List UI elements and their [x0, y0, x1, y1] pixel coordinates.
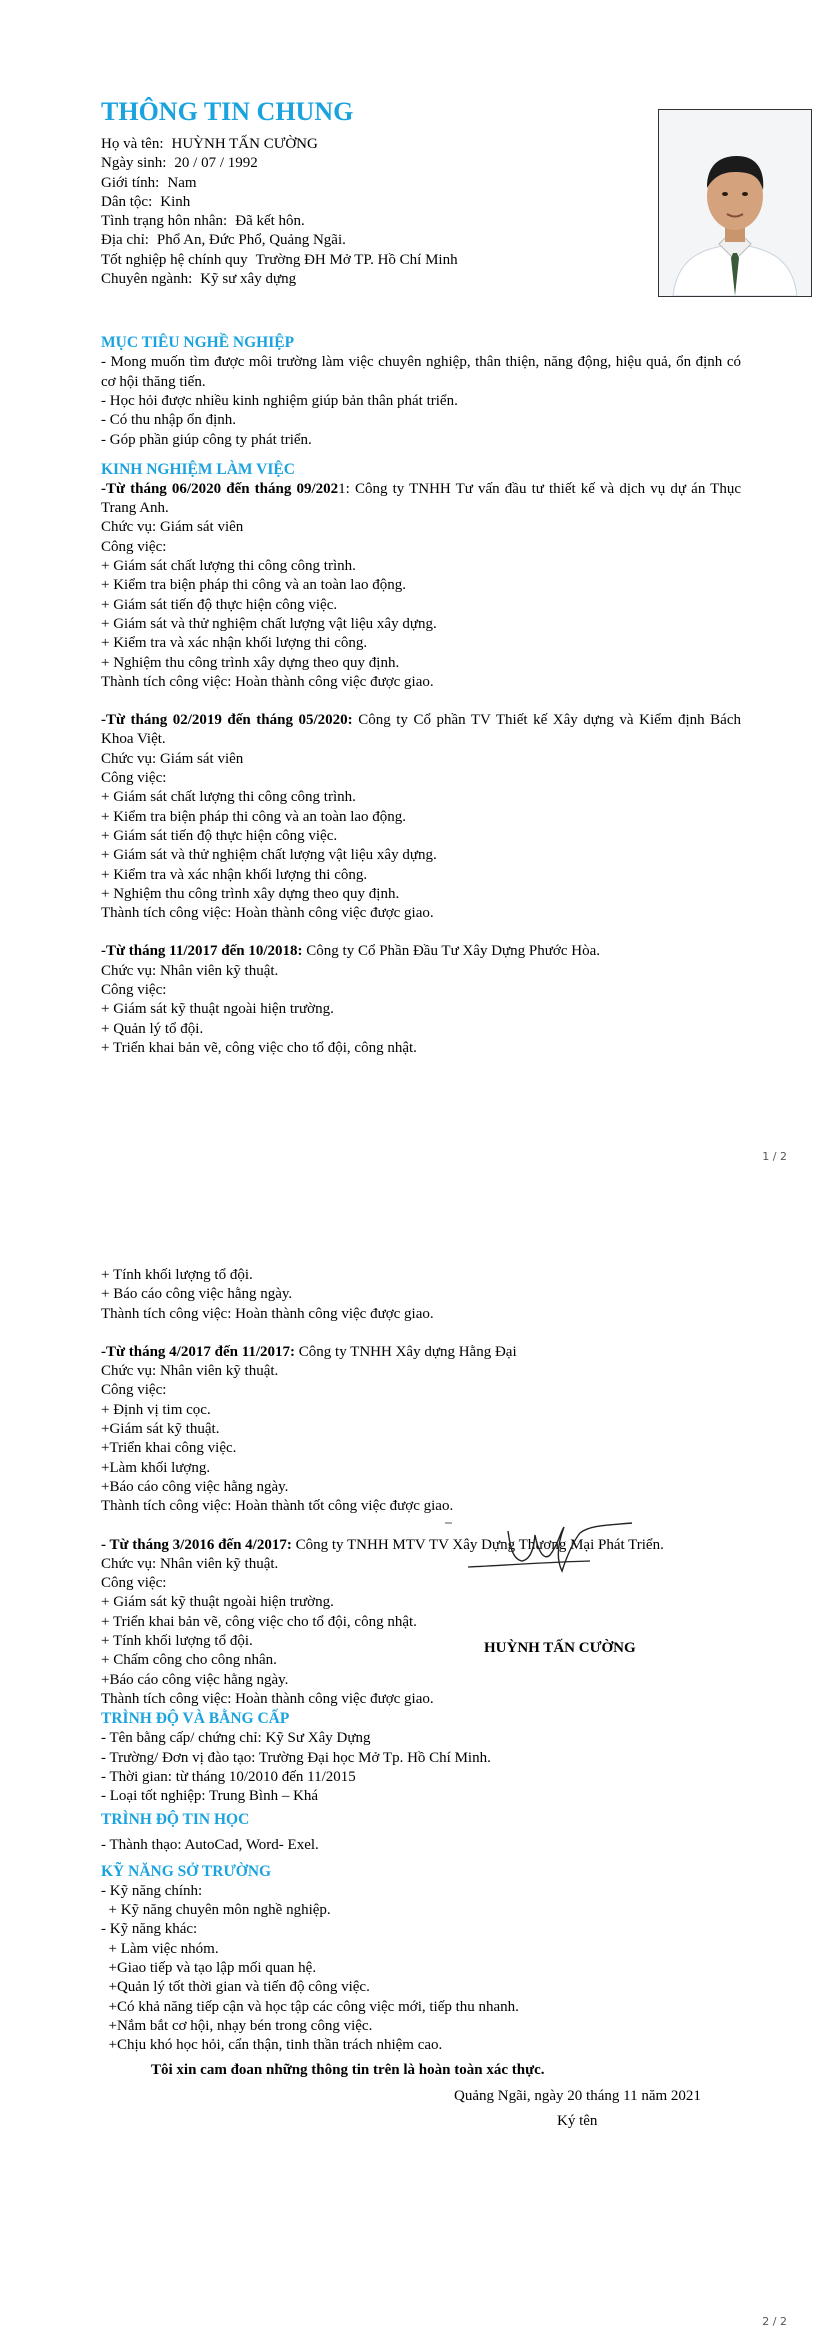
job-period: -Từ tháng 02/2019 đến tháng 05/2020: — [101, 712, 353, 729]
info-value: Kinh — [160, 193, 191, 210]
personal-info — [101, 135, 741, 289]
education-line: - Tên bằng cấp/ chứng chỉ: Kỹ Sư Xây Dựng — [101, 1730, 371, 1747]
signature — [440, 1515, 650, 1585]
education-line: - Loại tốt nghiệp: Trung Bình – Khá — [101, 1788, 319, 1805]
info-value: Nam — [167, 174, 197, 191]
job-task: + Tính khối lượng tổ đội. — [101, 1633, 253, 1650]
job-company: Công ty Cổ Phần Đầu Tư Xây Dựng Phước Hòa. — [302, 943, 600, 960]
job-tasks-label: Công việc: — [101, 981, 167, 998]
declaration: Tôi xin cam đoan những thông tin trên là hoàn toàn xác thực. — [151, 2062, 545, 2079]
job-period: -Từ tháng 06/2020 đến tháng 09/202 — [101, 480, 339, 497]
job-role: Chức vụ: Nhân viên kỹ thuật. — [101, 1555, 279, 1572]
job-task: +Làm khối lượng. — [101, 1459, 211, 1476]
objective-line: - Học hỏi được nhiều kinh nghiệm giúp bản thân phát triển. — [101, 392, 458, 409]
job-task: +Triển khai công việc. — [101, 1440, 237, 1457]
job-task: + Chấm công cho công nhân. — [101, 1652, 277, 1669]
info-row — [101, 174, 741, 193]
job-result: Thành tích công việc: Hoàn thành tốt công việc được giao. — [101, 1498, 454, 1515]
job-heading — [101, 1343, 741, 1362]
experience-continued — [101, 1266, 741, 1324]
job-period-tail: 1 — [338, 480, 346, 497]
job-task: + Giám sát tiến độ thực hiện công việc. — [101, 827, 338, 844]
job-task: + Nghiệm thu công trình xây dựng theo quy định. — [101, 654, 400, 671]
section-heading-skills: KỸ NĂNG SỞ TRƯỜNG — [101, 1862, 272, 1880]
it-list — [101, 1836, 741, 1855]
job-role: Chức vụ: Nhân viên kỹ thuật. — [101, 962, 279, 979]
portrait-photo — [658, 109, 812, 297]
skill-line: +Có khả năng tiếp cận và học tập các công việc mới, tiếp thu nhanh. — [101, 1998, 519, 2015]
info-row — [101, 270, 741, 289]
job-task: + Giám sát và thử nghiệm chất lượng vật liệu xây dựng. — [101, 615, 437, 632]
skills-list — [101, 1882, 741, 2056]
info-value: Kỹ sư xây dựng — [200, 271, 297, 288]
job-result: Thành tích công việc: Hoàn thành công việc được giao. — [101, 673, 434, 690]
job-result: Thành tích công việc: Hoàn thành công việc được giao. — [101, 905, 434, 922]
info-value: HUỲNH TẤN CƯỜNG — [171, 136, 318, 152]
section-heading-objective: MỤC TIÊU NGHỀ NGHIỆP — [101, 334, 295, 352]
page-number: 2 / 2 — [762, 2315, 787, 2328]
page-2 — [0, 1185, 827, 2340]
job-tasks-label: Công việc: — [101, 1575, 167, 1592]
job-period: -Từ tháng 11/2017 đến 10/2018: — [101, 943, 303, 960]
info-label: Tình trạng hôn nhân: — [101, 213, 228, 230]
objective-line: - Có thu nhập ổn định. — [101, 412, 236, 429]
job-company: : Công ty TNHH Tư vấn đầu tư thiết kế và dịch vụ dự án Thục Trang Anh. — [101, 480, 741, 517]
job-company: Công ty TNHH Xây dựng Hằng Đại — [295, 1343, 517, 1360]
skill-line: +Giao tiếp và tạo lập mối quan hệ. — [101, 1959, 317, 1976]
continued-line: + Tính khối lượng tổ đội. — [101, 1267, 253, 1283]
education-list — [101, 1729, 741, 1806]
skill-line: +Quản lý tốt thời gian và tiến độ công việc. — [101, 1979, 370, 1996]
job-period: -Từ tháng 4/2017 đến 11/2017: — [101, 1343, 296, 1360]
job-task: + Quản lý tổ đội. — [101, 1020, 204, 1037]
job-period: - Từ tháng 3/2016 đến 4/2017: — [101, 1536, 292, 1553]
signer-name: HUỲNH TẤN CƯỜNG — [484, 1640, 636, 1656]
job-task: + Định vị tim cọc. — [101, 1401, 211, 1418]
job-tasks-label: Công việc: — [101, 538, 167, 555]
job-company: Công ty TNHH MTV TV Xây Dựng Thương Mại Phát Triển. — [291, 1536, 664, 1553]
spacer — [101, 692, 741, 711]
job-role: Chức vụ: Giám sát viên — [101, 750, 244, 767]
job-task: +Báo cáo công việc hằng ngày. — [101, 1671, 289, 1688]
section-heading-experience: KINH NGHIỆM LÀM VIỆC — [101, 460, 295, 478]
job-heading — [101, 480, 741, 519]
job-task: + Giám sát chất lượng thi công công trình. — [101, 789, 356, 806]
info-label: Họ và tên: — [101, 136, 164, 152]
info-label: Địa chỉ: — [101, 232, 149, 249]
job-task: + Kiểm tra biện pháp thi công và an toàn lao động. — [101, 577, 407, 594]
signature-icon — [440, 1515, 650, 1585]
skill-line: - Kỹ năng khác: — [101, 1921, 198, 1938]
info-row — [101, 193, 741, 212]
info-value: 20 / 07 / 1992 — [174, 155, 258, 172]
experience-list — [101, 480, 741, 1058]
place-date: Quảng Ngãi, ngày 20 tháng 11 năm 2021 — [454, 2087, 701, 2104]
job-company: Công ty Cổ phần TV Thiết kế Xây dựng và Kiểm định Bách Khoa Việt. — [101, 712, 741, 748]
job-task: + Giám sát tiến độ thực hiện công việc. — [101, 596, 338, 613]
sign-label: Ký tên — [557, 2112, 598, 2129]
continued-line: + Báo cáo công việc hằng ngày. — [101, 1286, 293, 1303]
job-heading — [101, 942, 741, 961]
job-task: + Kiểm tra và xác nhận khối lượng thi công. — [101, 866, 368, 883]
skill-line: + Làm việc nhóm. — [101, 1940, 219, 1957]
skill-line: - Kỹ năng chính: — [101, 1882, 203, 1899]
job-task: + Giám sát và thử nghiệm chất lượng vật liệu xây dựng. — [101, 847, 437, 864]
skill-line: +Nắm bắt cơ hội, nhạy bén trong công việc. — [101, 2017, 373, 2034]
education-line: - Trường/ Đơn vị đào tạo: Trường Đại học Mở Tp. Hồ Chí Minh. — [101, 1749, 491, 1766]
objective-list — [101, 353, 741, 449]
info-row — [101, 212, 741, 231]
job-heading — [101, 711, 741, 750]
info-label: Chuyên ngành: — [101, 271, 193, 288]
job-task: + Triển khai bản vẽ, công việc cho tổ đội, công nhật. — [101, 1613, 417, 1630]
page-1-content — [101, 96, 741, 1058]
job-task: + Kiểm tra biện pháp thi công và an toàn lao động. — [101, 808, 407, 825]
person-portrait-icon — [659, 110, 811, 296]
info-label: Tốt nghiệp hệ chính quy — [101, 251, 248, 268]
info-value: Đã kết hôn. — [235, 213, 305, 230]
job-task: + Giám sát chất lượng thi công công trình. — [101, 558, 356, 575]
education-line: - Thời gian: từ tháng 10/2010 đến 11/2015 — [101, 1768, 356, 1785]
job-result: Thành tích công việc: Hoàn thành công việc được giao. — [101, 1690, 434, 1707]
info-row — [101, 154, 741, 173]
job-task: + Nghiệm thu công trình xây dựng theo quy định. — [101, 885, 400, 902]
job-task: + Giám sát kỹ thuật ngoài hiện trường. — [101, 1594, 334, 1611]
section-heading-education: TRÌNH ĐỘ VÀ BẰNG CẤP — [101, 1710, 290, 1728]
info-row — [101, 231, 741, 250]
job-task: + Kiểm tra và xác nhận khối lượng thi công. — [101, 635, 368, 652]
info-value: Phổ An, Đức Phổ, Quảng Ngãi. — [156, 232, 346, 249]
job-tasks-label: Công việc: — [101, 1382, 167, 1399]
info-value: Trường ĐH Mở TP. Hồ Chí Minh — [255, 251, 458, 268]
job-task: +Báo cáo công việc hằng ngày. — [101, 1478, 289, 1495]
page-2-content — [101, 1266, 741, 2131]
job-task: +Giám sát kỹ thuật. — [101, 1421, 220, 1438]
info-label: Dân tộc: — [101, 193, 153, 210]
info-label: Giới tính: — [101, 174, 160, 191]
objective-line: - Mong muốn tìm được môi trường làm việc chuyên nghiệp, thân thiện, năng động, hiệu quả, ổn định có cơ hội thăng tiến. — [101, 354, 741, 390]
skill-line: + Kỹ năng chuyên môn nghề nghiệp. — [101, 1902, 331, 1919]
info-label: Ngày sinh: — [101, 155, 167, 172]
it-line: - Thành thạo: AutoCad, Word- Exel. — [101, 1837, 319, 1854]
objective-line: - Góp phần giúp công ty phát triển. — [101, 431, 312, 448]
job-role: Chức vụ: Giám sát viên — [101, 519, 244, 536]
job-task: + Triển khai bản vẽ, công việc cho tổ đội, công nhật. — [101, 1039, 417, 1056]
info-row — [101, 135, 741, 154]
info-row — [101, 251, 741, 270]
job-role: Chức vụ: Nhân viên kỹ thuật. — [101, 1363, 279, 1380]
section-heading-it: TRÌNH ĐỘ TIN HỌC — [101, 1811, 250, 1829]
job-tasks-label: Công việc: — [101, 770, 167, 787]
job-task: + Giám sát kỹ thuật ngoài hiện trường. — [101, 1001, 334, 1018]
spacer — [101, 923, 741, 942]
skill-line: +Chịu khó học hỏi, cẩn thận, tinh thần trách nhiệm cao. — [101, 2037, 443, 2054]
section-title-general-info: THÔNG TIN CHUNG — [101, 97, 354, 126]
continued-line: Thành tích công việc: Hoàn thành công việc được giao. — [101, 1305, 434, 1322]
page-number: 1 / 2 — [762, 1150, 787, 1163]
